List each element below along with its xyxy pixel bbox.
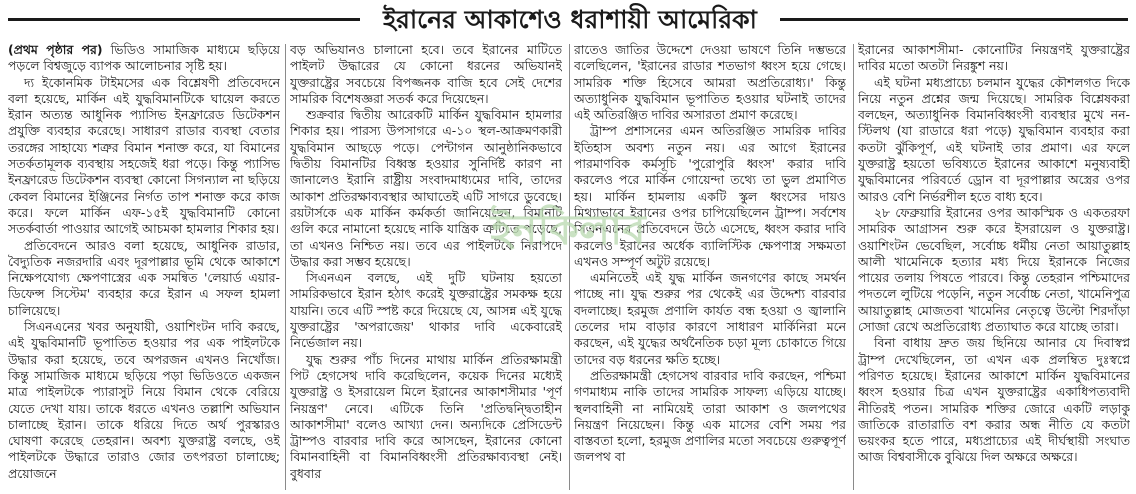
column-divider bbox=[285, 44, 286, 490]
headline-banner bbox=[0, 0, 1136, 40]
paragraph: সিএনএন বলছে, এই দুটি ঘটনায় হয়তো সামরিকভাবে ইরান হঠাৎ করেই যুক্তরাষ্ট্রের সমকক্ষ হয়ে যায়নি। তবে এটি স্পষ্ট করে দিয়েছে যে, আসন্ন এই যুদ্ধে যুক্তরাষ্ট্রের 'অপরাজেয়' থাকার দাবি একেবারেই নির্ভেজাল নয়। bbox=[290, 270, 562, 351]
paragraph: প্রতিরক্ষামন্ত্রী হেগসেথ বারবার দাবি করছেন, পশ্চিমা গণমাধ্যম নাকি তাদের সামরিক সাফল্য এড়িয়ে যাচ্ছে। স্থলবাহিনী না নামিয়েই তারা আকাশ ও জলপথের নিয়ন্ত্রণ নিয়েছেন। কিন্তু এক মাসের বেশি সময় পর বাস্তবতা হলো, হরমুজ প্রণালির মতো সবচেয়ে গুরুত্বপূর্ণ জলপথ বা bbox=[574, 367, 846, 465]
paragraph: শুক্রবার দ্বিতীয় আরেকটি মার্কিন যুদ্ধবিমান হামলার শিকার হয়। পারস্য উপসাগরে এ-১০ স্থল-আক্রমণকারী যুদ্ধবিমান আছড়ে পড়ে। পেন্টাগন আনুষ্ঠানিকভাবে দ্বিতীয় বিমানটির বিধ্বস্ত হওয়ার সুনির্দিষ্ট কারণ না জানালেও ইরানি রাষ্ট্রীয় সংবাদমাধ্যমের দাবি, তাদের আকাশ প্রতিরক্ষাব্যবস্থার আঘাতেই এটি সাগরে ডুবেছে। রয়টার্সকে এক মার্কিন কর্মকর্তা জানিয়েছেন, বিমানটি গুলি করে নামানো হয়েছে নাকি যান্ত্রিক ত্রুটিতে পড়েছে, তা এখনও নিশ্চিত নয়। তবে এর পাইলটকে নিরাপদে উদ্ধার করা সম্ভব হয়েছে। bbox=[290, 107, 562, 269]
paragraph: প্রতিবেদনে আরও বলা হয়েছে, আধুনিক রাডার, বৈদ্যুতিক নজরদারি এবং দূরপাল্লার ভূমি থেকে আকাশে নিক্ষেপযোগ্য ক্ষেপণাস্ত্রের এক সমন্বিত 'লেয়ার্ড এয়ার-ডিফেন্স সিস্টেম' ব্যবহার করে ইরান এ সফল হামলা চালিয়েছে। bbox=[8, 237, 280, 318]
continued-from-label: (প্রথম পৃষ্ঠার পর) bbox=[8, 42, 103, 57]
paragraph: বড় অভিযানও চালানো হবে। তবে ইরানের মাটিতে পাইলট উদ্ধারের যে কোনো ধরনের অভিযানই যুক্তরাষ্ট্রের সবচেয়ে বিপজ্জনক বাজি হবে সেই দেশের সামরিক বিশেষজ্ঞরা সতর্ক করে দিয়েছেন। bbox=[290, 42, 562, 106]
paragraph: সিএনএনের খবর অনুযায়ী, ওয়াশিংটন দাবি করছে, এই যুদ্ধবিমানটি ভূপাতিত হওয়ার পর এক পাইলটকে উদ্ধার করা হয়েছে, তবে অপরজন এখনও নিখোঁজ। কিন্তু সামাজিক মাধ্যমে ছড়িয়ে পড়া ভিডিওতে একজন মাত্র পাইলটকে প্যারাসুট নিয়ে বিমান থেকে বেরিয়ে যেতে দেখা যায়। তাকে ধরতে এখনও তল্লাশি অভিযান চালাচ্ছে ইরান। তাকে ধরিয়ে দিতে অর্থ পুরস্কারও ঘোষণা করেছে তেহরান। অবশ্য যুক্তরাষ্ট্র বলছে, ওই পাইলটকে উদ্ধারে তারাও জোর তৎপরতা চালাচ্ছে; প্রয়োজনে bbox=[8, 319, 280, 481]
paragraph: এই ঘটনা মধ্যপ্রাচ্যে চলমান যুদ্ধের কৌশলগত দিকে নিয়ে নতুন প্রশ্নের জন্ম দিয়েছে। সামরিক বিশ্লেষকরা বলছেন, অত্যাধুনিক বিমানবিধ্বংসী ব্যবস্থার মুখে নন-স্টিলথ (যা রাডারে ধরা পড়ে) যুদ্ধবিমান ব্যবহার করা কতটা ঝুঁকিপূর্ণ, এই ঘটনাই তার প্রমাণ। এর ফলে যুক্তরাষ্ট্র হয়তো ভবিষ্যতে ইরানের আকাশে মনুষ্যবাহী যুদ্ধবিমানের পরিবর্তে ড্রোন বা দূরপাল্লার অস্ত্রের ওপর আরও বেশি নির্ভরশীল হতে বাধ্য হবে। bbox=[858, 74, 1130, 204]
paragraph: এমনিতেই এই যুদ্ধ মার্কিন জনগণের কাছে সমর্থন পাচ্ছে না। যুদ্ধ শুরুর পর থেকেই এর উদ্দেশ্য বারবার বদলাচ্ছে। হরমুজ প্রণালি কার্যত বন্ধ হওয়া ও জ্বালানি তেলের দাম বাড়ার কারণে সাধারণ মার্কিনিরা মনে করছেন, এই যুদ্ধের অর্থনৈতিক চড়া মূল্য চোকাতে গিয়ে তাদের বড় ধরনের ক্ষতি হচ্ছে। bbox=[574, 270, 846, 367]
publisher-watermark: ইনকিলাব bbox=[490, 205, 646, 254]
paragraph: দ্য ইকোনমিক টাইমসের এক বিশ্লেষণী প্রতিবেদনে বলা হয়েছে, মার্কিন এই যুদ্ধবিমানটিকে ঘায়েল করতে ইরান অত্যন্ত আধুনিক প্যাসিভ ইনফ্রারেড ডিটেকশন প্রযুক্তি ব্যবহার করেছে। সাধারণ রাডার ব্যবস্থা বেতার তরঙ্গের সাহায্যে শত্রুর বিমান শনাক্ত করে, যা বিমানের সতর্কতামূলক ব্যবস্থায় সহজেই ধরা পড়ে। কিন্তু প্যাসিভ ইনফ্রারেড ডিটেকশন ব্যবস্থা কোনো সিগন্যাল না ছড়িয়ে কেবল বিমানের ইঞ্জিনের নির্গত তাপ শনাক্ত করে কাজ করে। ফলে মার্কিন এফ-১৫ই যুদ্ধবিমানটি কোনো সতর্কবার্তা পাওয়ার আগেই আচমকা হামলার শিকার হয়। bbox=[8, 74, 280, 237]
headline-rule-left bbox=[8, 18, 360, 21]
paragraph: ইরানের আকাশসীমা- কোনোটির নিয়ন্ত্রণই যুক্তরাষ্ট্রের দাবির মতো অতটা নিরঙ্কুশ নয়। bbox=[858, 42, 1130, 74]
paragraph: যুদ্ধ শুরুর পাঁচ দিনের মাথায় মার্কিন প্রতিরক্ষামন্ত্রী পিট হেগসেথ দাবি করেছিলেন, কয়েক দিনের মধ্যেই যুক্তরাষ্ট্র ও ইসরায়েল মিলে ইরানের আকাশসীমার 'পূর্ণ নিয়ন্ত্রণ' নেবে। এটিকে তিনি 'প্রতিদ্বন্দ্বিতাহীন আকাশসীমা' বলেও আখ্যা দেন। অন্যদিকে প্রেসিডেন্ট ট্রাম্পও বারবার দাবি করে আসছেন, ইরানের কোনো বিমানবাহিনী বা বিমানবিধ্বংসী প্রতিরক্ষাব্যবস্থা নেই। বুধবার bbox=[290, 351, 562, 481]
article-column-3 bbox=[574, 42, 846, 492]
headline: ইরানের আকাশেও ধরাশায়ী আমেরিকা bbox=[383, 5, 757, 34]
article-columns bbox=[8, 42, 1128, 494]
article-column-2 bbox=[290, 42, 562, 492]
column-divider bbox=[853, 44, 854, 490]
paragraph: ট্রাম্প প্রশাসনের এমন অতিরঞ্জিত সামরিক দাবির ইতিহাস অবশ্য নতুন নয়। এর আগে ইরানের পারমাণবিক কর্মসূচি 'পুরোপুরি ধ্বংস' করার দাবি করলেও পরে মার্কিন গোয়েন্দা তথ্যে তা ভুল প্রমাণিত হয়। মার্কিন হামলায় একটি স্কুল ধ্বংসের দায়ও মিথ্যাভাবে ইরানের ওপর চাপিয়েছিলেন ট্রাম্প। সর্বশেষ সিএনএনের প্রতিবেদনে উঠে এসেছে, ধ্বংস করার দাবি করলেও ইরানের অর্ধেক ব্যালিস্টিক ক্ষেপণাস্ত্র সক্ষমতা এখনও সম্পূর্ণ অটুট রয়েছে। bbox=[574, 123, 846, 269]
paragraph: (প্রথম পৃষ্ঠার পর) ভিডিও সামাজিক মাধ্যমে ছড়িয়ে পড়লে বিশ্বজুড়ে ব্যাপক আলোচনার সৃষ্টি হয়। bbox=[8, 42, 280, 74]
paragraph: ২৮ ফেব্রুয়ারি ইরানের ওপর আকস্মিক ও একতরফা সামরিক আগ্রাসন শুরু করে ইসরায়েল ও যুক্তরাষ্ট্র। ওয়াশিংটন ভেবেছিল, সর্বোচ্চ ধর্মীয় নেতা আয়াতুল্লাহ আলী খামেনিকে হত্যার মধ্য দিয়ে ইরানকে নিজের পায়ের তলায় পিষতে পারবে। কিন্তু তেহরান পশ্চিমাদের পদতলে লুটিয়ে পড়েনি, নতুন সর্বোচ্চ নেতা, খামেনিপুত্র আয়াতুল্লাহ মোজতবা খামেনির নেতৃত্বে উল্টো শিরদাঁড়া সোজা রেখে অপ্রতিরোধ্য প্রত্যাঘাত করে যাচ্ছে তারা। bbox=[858, 204, 1130, 335]
paragraph: রাতেও জাতির উদ্দেশে দেওয়া ভাষণে তিনি দম্ভভরে বলেছিলেন, 'ইরানের রাডার শতভাগ ধ্বংস হয়ে গেছে। সামরিক শক্তি হিসেবে আমরা অপ্রতিরোধ্য।' কিন্তু অত্যাধুনিক যুদ্ধবিমান ভূপাতিত হওয়ার ঘটনাই তাদের এই অতিরঞ্জিত দাবির অসারতা প্রমাণ করেছে। bbox=[574, 42, 846, 123]
column-divider bbox=[569, 44, 570, 490]
article-column-1 bbox=[8, 42, 280, 492]
paragraph: বিনা বাধায় দ্রুত জয় ছিনিয়ে আনার যে দিবাস্বপ্ন ট্রাম্প দেখেছিলেন, তা এখন এক প্রলম্বিত দুঃস্বপ্নে পরিণত হয়েছে। ইরানের আকাশে মার্কিন যুদ্ধবিমানের ধ্বংস হওয়ার চিত্র এখন যুক্তরাষ্ট্রের একাধিপত্যবাদী নীতিরই পতন। সামরিক শক্তির জোরে একটি লড়াকু জাতিকে রাতারাতি বশ করার অন্ধ নীতি যে কতটা ভয়ংকর হতে পারে, মধ্যপ্রাচ্যের এই দীর্ঘস্থায়ী সংঘাত আজ বিশ্ববাসীকে বুঝিয়ে দিল অক্ষরে অক্ষরে। bbox=[858, 335, 1130, 465]
article-column-4 bbox=[858, 42, 1130, 492]
headline-rule-right bbox=[780, 18, 1128, 21]
